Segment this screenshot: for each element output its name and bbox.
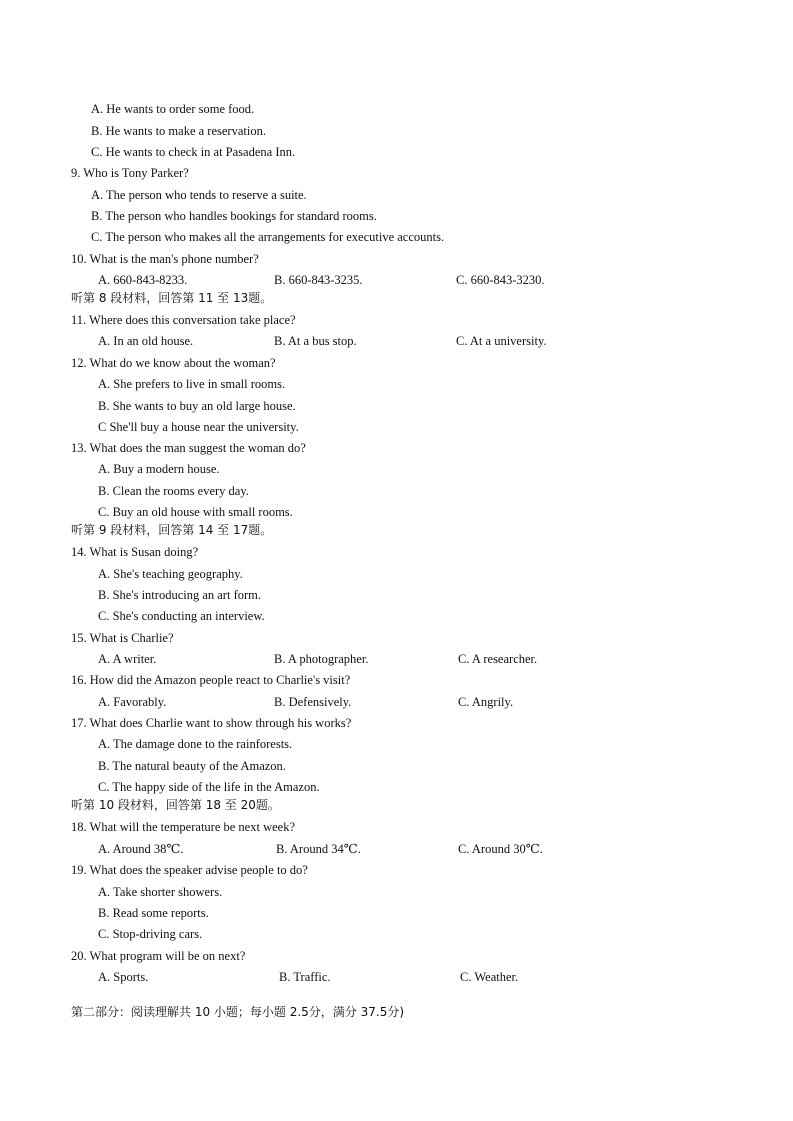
- q15-option-b: B. A photographer.: [274, 652, 369, 666]
- q10-option-c: C. 660-843-3230.: [456, 273, 545, 287]
- q11-option-a: A. In an old house.: [98, 334, 194, 348]
- q13-option-b: B. Clean the rooms every day.: [98, 484, 249, 498]
- q11-option-b: B. At a bus stop.: [274, 334, 357, 348]
- q8-option-a: A. He wants to order some food.: [91, 102, 255, 116]
- q13-option-a: A. Buy a modern house.: [98, 462, 220, 476]
- q12-option-a: A. She prefers to live in small rooms.: [98, 377, 286, 391]
- q8-option-b: B. He wants to make a reservation.: [91, 124, 266, 138]
- q16-option-a: A. Favorably.: [98, 695, 167, 709]
- q9-stem: 9. Who is Tony Parker?: [71, 166, 189, 180]
- q20-stem: 20. What program will be on next?: [71, 949, 246, 963]
- q10-stem: 10. What is the man's phone number?: [71, 252, 259, 266]
- q17-option-a: A. The damage done to the rainforests.: [98, 737, 293, 751]
- q19-option-c: C. Stop-driving cars.: [98, 927, 203, 941]
- q8-option-c: C. He wants to check in at Pasadena Inn.: [91, 145, 296, 159]
- q19-stem: 19. What does the speaker advise people to do?: [71, 863, 308, 877]
- q10-option-a: A. 660-843-8233.: [98, 273, 188, 287]
- q15-stem: 15. What is Charlie?: [71, 631, 174, 645]
- part-2-heading: 第二部分：阅读理解共 10 小题；每小题 2.5分，满分 37.5分): [71, 1005, 405, 1019]
- q19-option-a: A. Take shorter showers.: [98, 885, 223, 899]
- q17-option-c: C. The happy side of the life in the Amazon.: [98, 780, 320, 794]
- q18-option-a: A. Around 38℃.: [98, 842, 184, 856]
- q14-option-c: C. She's conducting an interview.: [98, 609, 265, 623]
- q13-stem: 13. What does the man suggest the woman do?: [71, 441, 306, 455]
- q13-option-c: C. Buy an old house with small rooms.: [98, 505, 293, 519]
- q16-stem: 16. How did the Amazon people react to Charlie's visit?: [71, 673, 351, 687]
- q17-option-b: B. The natural beauty of the Amazon.: [98, 759, 286, 773]
- q14-option-b: B. She's introducing an art form.: [98, 588, 261, 602]
- q18-option-b: B. Around 34℃.: [276, 842, 361, 856]
- q9-option-c: C. The person who makes all the arrangements for executive accounts.: [91, 230, 445, 244]
- q14-option-a: A. She's teaching geography.: [98, 567, 243, 581]
- q10-option-b: B. 660-843-3235.: [274, 273, 363, 287]
- q15-option-c: C. A researcher.: [458, 652, 538, 666]
- section-9-heading: 听第 9 段材料，回答第 14 至 17题。: [71, 523, 273, 537]
- q20-option-c: C. Weather.: [460, 970, 519, 984]
- q18-option-c: C. Around 30℃.: [458, 842, 543, 856]
- q9-option-b: B. The person who handles bookings for standard rooms.: [91, 209, 377, 223]
- q9-option-a: A. The person who tends to reserve a suite.: [91, 188, 307, 202]
- q16-option-c: C. Angrily.: [458, 695, 514, 709]
- q11-stem: 11. Where does this conversation take place?: [71, 313, 296, 327]
- q17-stem: 17. What does Charlie want to show through his works?: [71, 716, 352, 730]
- q20-option-a: A. Sports.: [98, 970, 149, 984]
- q14-stem: 14. What is Susan doing?: [71, 545, 199, 559]
- q15-option-a: A. A writer.: [98, 652, 157, 666]
- q20-option-b: B. Traffic.: [279, 970, 331, 984]
- section-8-heading: 听第 8 段材料，回答第 11 至 13题。: [71, 291, 273, 305]
- section-10-heading: 听第 10 段材料，回答第 18 至 20题。: [71, 798, 280, 812]
- q12-stem: 12. What do we know about the woman?: [71, 356, 276, 370]
- q12-option-b: B. She wants to buy an old large house.: [98, 399, 296, 413]
- q11-option-c: C. At a university.: [456, 334, 547, 348]
- q12-option-c: C She'll buy a house near the university.: [98, 420, 299, 434]
- q19-option-b: B. Read some reports.: [98, 906, 209, 920]
- q16-option-b: B. Defensively.: [274, 695, 352, 709]
- q18-stem: 18. What will the temperature be next week?: [71, 820, 295, 834]
